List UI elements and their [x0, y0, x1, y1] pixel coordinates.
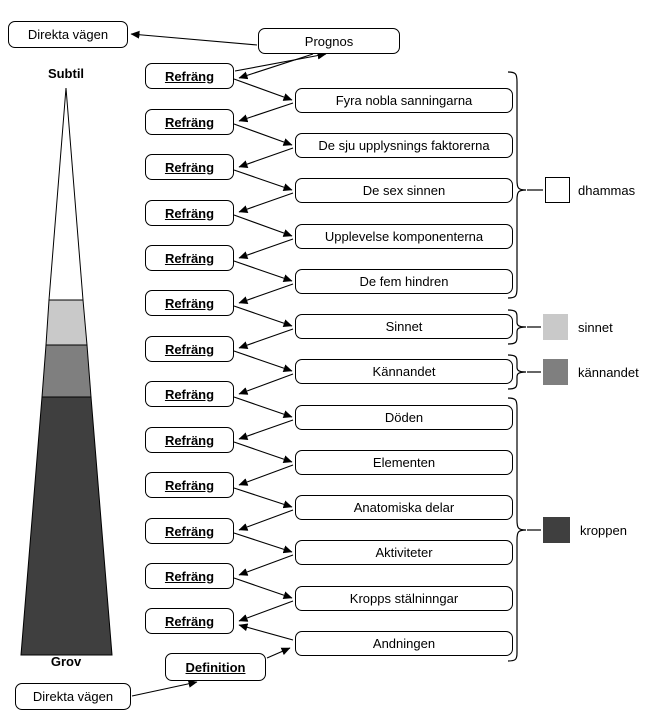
legend-label-sinnet: sinnet [578, 319, 613, 335]
pyramid-band-kannandet [42, 345, 91, 397]
node-topic-anatomiska-delar: Anatomiska delar [295, 495, 513, 520]
node-refrain-11: Refräng [145, 518, 234, 544]
node-topic-andningen: Andningen [295, 631, 513, 656]
node-refrain-2: Refräng [145, 109, 234, 135]
pyramid-band-dhammas [49, 88, 83, 300]
node-refrain-13: Refräng [145, 608, 234, 634]
node-refrain-6: Refräng [145, 290, 234, 316]
node-topic-kropps-stalninngar: Kropps stälninngar [295, 586, 513, 611]
pyramid-top-label: Subtil [47, 66, 85, 81]
node-refrain-10: Refräng [145, 472, 234, 498]
node-refrain-3: Refräng [145, 154, 234, 180]
braces [508, 72, 543, 661]
node-topic-doden: Döden [295, 405, 513, 430]
node-topic-sinnet: Sinnet [295, 314, 513, 339]
node-topic-kannandet: Kännandet [295, 359, 513, 384]
node-topic-elementen: Elementen [295, 450, 513, 475]
node-prognos: Prognos [258, 28, 400, 54]
pyramid-band-kroppen [21, 397, 112, 655]
legend-label-dhammas: dhammas [578, 182, 636, 198]
node-refrain-5: Refräng [145, 245, 234, 271]
node-direkta-vagen-bottom: Direkta vägen [15, 683, 131, 710]
brace-kroppen [508, 398, 526, 661]
node-refrain-8: Refräng [145, 381, 234, 407]
node-refrain-12: Refräng [145, 563, 234, 589]
pyramid-bottom-label: Grov [50, 654, 82, 669]
node-topic-de-sju-upplysnings-faktorerna: De sju upplysnings faktorerna [295, 133, 513, 158]
node-topic-upplevelse-komponenterna: Upplevelse komponenterna [295, 224, 513, 249]
node-topic-fyra-nobla-sanningarna: Fyra nobla sanningarna [295, 88, 513, 113]
node-topic-aktiviteter: Aktiviteter [295, 540, 513, 565]
legend-swatch-dhammas [545, 177, 570, 203]
legend-swatch-kannandet [543, 359, 568, 385]
node-refrain-9: Refräng [145, 427, 234, 453]
legend-label-kroppen: kroppen [580, 522, 627, 538]
node-direkta-vagen-top: Direkta vägen [8, 21, 128, 48]
legend-swatch-kroppen [543, 517, 570, 543]
pyramid [21, 88, 112, 655]
node-refrain-4: Refräng [145, 200, 234, 226]
pyramid-band-sinnet [46, 300, 87, 345]
node-refrain-1: Refräng [145, 63, 234, 89]
node-topic-de-sex-sinnen: De sex sinnen [295, 178, 513, 203]
legend-swatch-sinnet [543, 314, 568, 340]
node-topic-de-fem-hindren: De fem hindren [295, 269, 513, 294]
legend-label-kannandet: kännandet [578, 364, 639, 380]
node-definition: Definition [165, 653, 266, 681]
node-refrain-7: Refräng [145, 336, 234, 362]
